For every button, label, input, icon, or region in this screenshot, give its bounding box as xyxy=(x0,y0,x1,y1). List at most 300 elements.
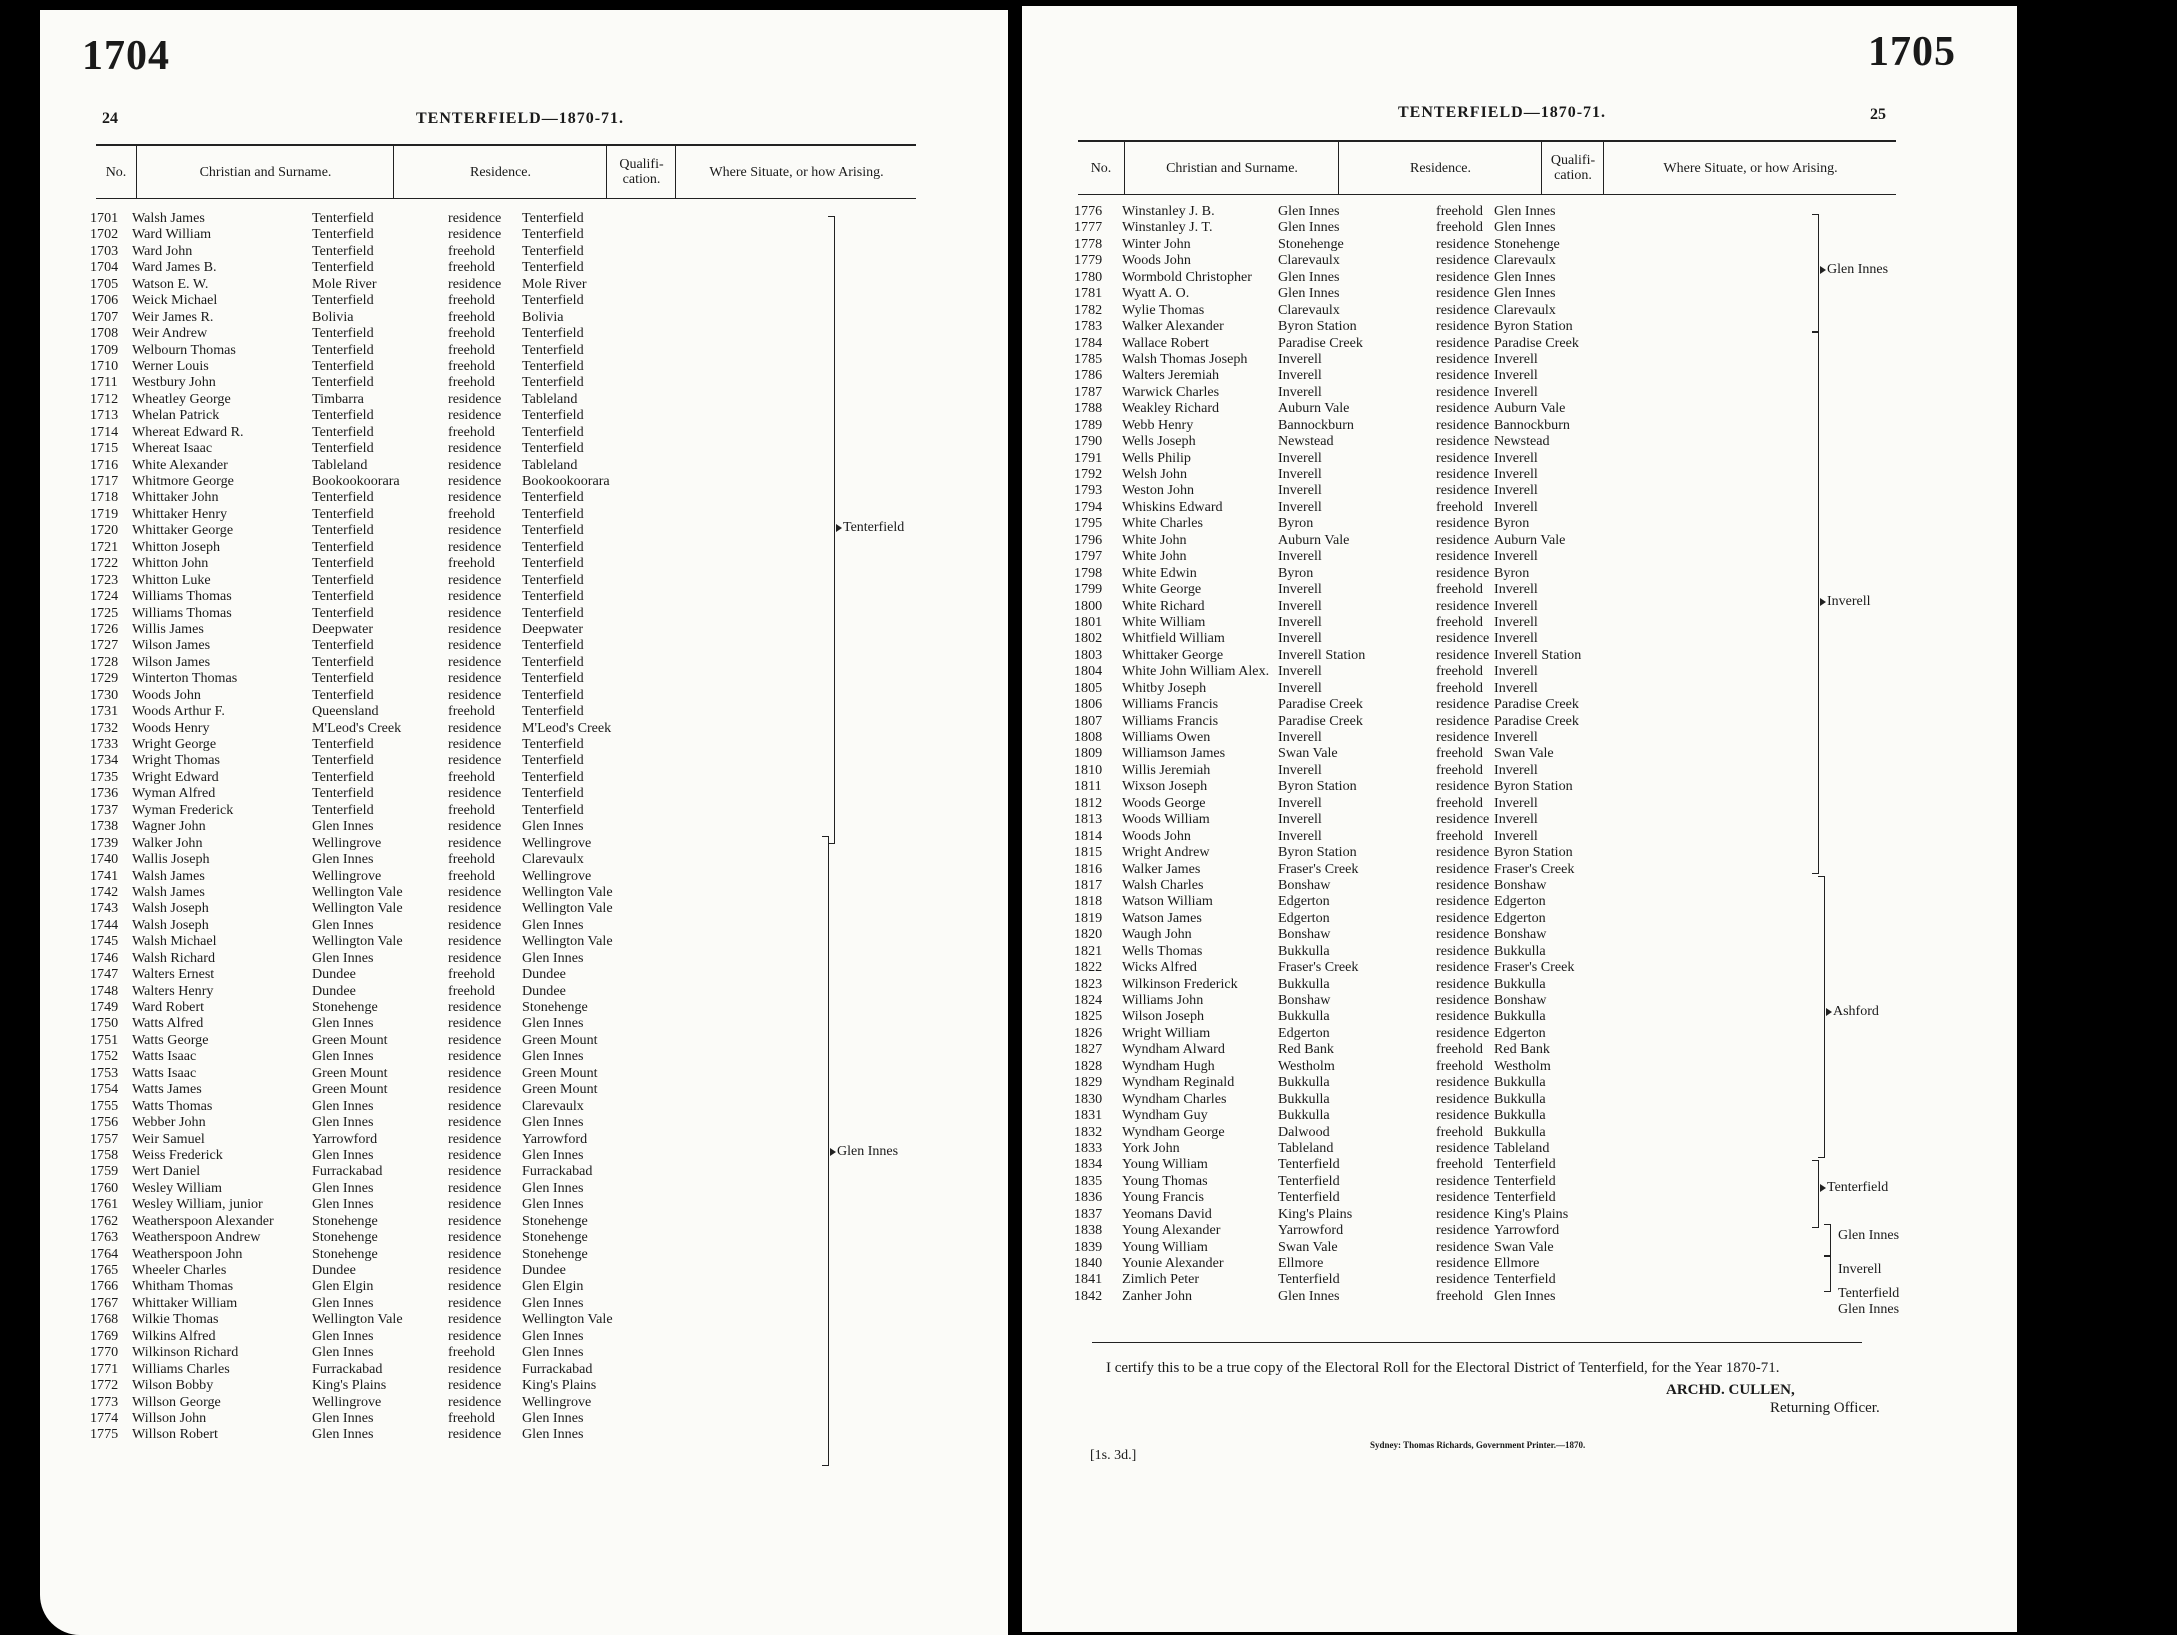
cell-name: York John xyxy=(1122,1139,1180,1156)
cell-situate: Tenterfield xyxy=(522,407,584,424)
cell-name: Young Francis xyxy=(1122,1189,1204,1206)
cell-name: Welbourn Thomas xyxy=(132,341,236,358)
left-page-stamp: 1704 xyxy=(82,33,170,79)
cell-residence: Inverell xyxy=(1278,482,1322,499)
cell-qualification: freehold xyxy=(448,308,495,325)
cell-situate: Tableland xyxy=(522,390,578,407)
signatory-name: ARCHD. CULLEN, xyxy=(1666,1382,1795,1398)
right-column-header xyxy=(1078,140,1896,195)
cell-name: Whittaker George xyxy=(132,522,234,539)
cell-residence: Inverell xyxy=(1278,367,1322,384)
right-running-head: TENTERFIELD—1870-71. xyxy=(1398,104,1607,121)
cell-residence: Yarrowford xyxy=(312,1130,378,1147)
cell-situate: Glen Innes xyxy=(1494,1287,1556,1304)
cell-situate: Fraser's Creek xyxy=(1494,860,1575,877)
cell-qualification: residence xyxy=(448,637,502,654)
cell-residence: M'Leod's Creek xyxy=(312,719,402,736)
cell-qualification: residence xyxy=(448,752,502,769)
cell-number: 1824 xyxy=(1074,992,1103,1008)
cell-qualification: residence xyxy=(448,489,502,506)
cell-name: Wyman Alfred xyxy=(132,785,216,802)
cell-residence: Tenterfield xyxy=(1278,1156,1340,1173)
cell-residence: Inverell xyxy=(1278,761,1322,778)
cell-qualification: residence xyxy=(448,1031,502,1048)
table-row xyxy=(90,1262,870,1278)
cell-residence: Bukkulla xyxy=(1278,1008,1330,1025)
cell-situate: Bookookoorara xyxy=(522,473,610,489)
cell-qualification: residence xyxy=(448,1245,502,1262)
cell-situate: Tenterfield xyxy=(522,588,584,605)
cell-number: 1737 xyxy=(90,801,119,818)
cell-qualification: residence xyxy=(1436,334,1490,351)
cell-residence: Tenterfield xyxy=(312,785,374,802)
cell-qualification: residence xyxy=(1436,1107,1490,1124)
table-row xyxy=(1074,844,1854,860)
cell-qualification: residence xyxy=(448,1294,502,1311)
cell-residence: Inverell Station xyxy=(1278,646,1366,663)
table-row xyxy=(1074,1206,1854,1222)
cell-residence: Glen Innes xyxy=(1278,268,1340,285)
cell-residence: Wellingrove xyxy=(312,867,382,884)
cell-residence: Glen Elgin xyxy=(312,1278,374,1295)
cell-situate: Clarevaulx xyxy=(522,1097,584,1114)
cell-situate: Tenterfield xyxy=(522,637,584,654)
cell-situate: Bukkulla xyxy=(1494,1090,1546,1107)
cell-name: Wesley William xyxy=(132,1179,223,1196)
table-row xyxy=(90,1377,870,1393)
cell-name: Wheatley George xyxy=(132,390,231,407)
cell-qualification: freehold xyxy=(448,325,495,342)
cell-name: Walsh Joseph xyxy=(132,900,209,917)
cell-number: 1797 xyxy=(1074,548,1103,565)
cell-name: Walsh James xyxy=(132,883,205,900)
cell-name: Watts James xyxy=(132,1081,202,1098)
cell-residence: King's Plains xyxy=(312,1377,387,1394)
cell-residence: Wellingrove xyxy=(312,1393,382,1410)
cell-name: Weick Michael xyxy=(132,292,218,309)
cell-qualification: residence xyxy=(1436,1172,1490,1189)
right-brace-tenterfield xyxy=(1812,1160,1819,1228)
cell-qualification: residence xyxy=(448,818,502,835)
table-row xyxy=(90,950,870,966)
table-row xyxy=(90,1147,870,1163)
right-group-glen-innes: Glen Innes xyxy=(1820,262,1888,278)
cell-qualification: freehold xyxy=(1436,581,1483,598)
table-row xyxy=(90,917,870,933)
cell-situate: Tenterfield xyxy=(522,736,584,752)
cell-qualification: residence xyxy=(1436,367,1490,384)
cell-qualification: residence xyxy=(448,588,502,605)
table-row xyxy=(90,440,870,456)
cell-number: 1778 xyxy=(1074,235,1103,252)
cell-number: 1706 xyxy=(90,292,119,309)
cell-qualification: freehold xyxy=(448,292,495,309)
table-row xyxy=(90,1213,870,1229)
cell-qualification: residence xyxy=(1436,992,1490,1008)
cell-name: Winstanley J. T. xyxy=(1122,219,1213,236)
cell-name: Woods George xyxy=(1122,794,1206,811)
cell-situate: Ellmore xyxy=(1494,1255,1540,1271)
cell-residence: Mole River xyxy=(312,275,377,292)
right-page-stamp: 1705 xyxy=(1868,29,1956,75)
left-group-glen-innes: Glen Innes xyxy=(830,1144,898,1160)
cell-number: 1792 xyxy=(1074,466,1103,482)
cell-situate: Bonshaw xyxy=(1494,876,1547,893)
right-page-number: 25 xyxy=(1870,106,1886,123)
cell-situate: Edgerton xyxy=(1494,893,1546,910)
table-row xyxy=(90,1163,870,1179)
cell-situate: Inverell xyxy=(1494,466,1538,482)
cell-residence: Auburn Vale xyxy=(1278,531,1350,548)
cell-number: 1760 xyxy=(90,1179,119,1196)
table-row xyxy=(90,1311,870,1327)
cell-situate: Tenterfield xyxy=(522,423,584,440)
cell-name: Whitfield William xyxy=(1122,630,1225,647)
cell-situate: Tenterfield xyxy=(522,226,584,243)
cell-qualification: freehold xyxy=(1436,1123,1483,1140)
cell-situate: Glen Innes xyxy=(522,1409,584,1426)
cell-number: 1781 xyxy=(1074,285,1103,302)
cell-situate: Westholm xyxy=(1494,1057,1551,1074)
table-row xyxy=(90,1114,870,1130)
cell-qualification: residence xyxy=(1436,350,1490,367)
cell-qualification: residence xyxy=(1436,433,1490,450)
cell-name: Wheeler Charles xyxy=(132,1262,227,1278)
cell-name: Wicks Alfred xyxy=(1122,959,1197,976)
cell-residence: Queensland xyxy=(312,703,379,720)
cell-number: 1741 xyxy=(90,867,119,884)
cell-number: 1711 xyxy=(90,374,118,391)
table-row xyxy=(1074,1189,1854,1205)
cell-number: 1822 xyxy=(1074,959,1103,976)
footer-rule xyxy=(1092,1342,1862,1343)
cell-qualification: residence xyxy=(1436,893,1490,910)
table-row xyxy=(90,210,870,226)
table-row xyxy=(90,522,870,538)
cell-residence: King's Plains xyxy=(1278,1205,1353,1222)
table-row xyxy=(1074,400,1854,416)
cell-name: Wallis Joseph xyxy=(132,851,210,868)
cell-situate: Red Bank xyxy=(1494,1041,1550,1058)
cell-residence: Tenterfield xyxy=(1278,1189,1340,1206)
cell-number: 1735 xyxy=(90,768,119,785)
cell-residence: Tenterfield xyxy=(312,686,374,703)
cell-number: 1751 xyxy=(90,1031,119,1048)
table-row xyxy=(1074,811,1854,827)
cell-number: 1755 xyxy=(90,1097,119,1114)
cell-residence: Tableland xyxy=(1278,1139,1334,1156)
right-group-tenterfield-2: Tenterfield xyxy=(1838,1286,1900,1301)
cell-qualification: residence xyxy=(1436,1139,1490,1156)
left-page-number: 24 xyxy=(102,110,118,127)
cell-residence: Westholm xyxy=(1278,1057,1335,1074)
table-row xyxy=(90,999,870,1015)
cell-name: Willson George xyxy=(132,1393,221,1410)
cell-name: Whittaker John xyxy=(132,489,219,506)
cell-number: 1714 xyxy=(90,423,119,440)
cell-number: 1713 xyxy=(90,407,119,424)
cell-name: Williams Owen xyxy=(1122,729,1211,745)
table-row xyxy=(90,555,870,571)
cell-residence: Newstead xyxy=(1278,433,1334,450)
cell-situate: Tenterfield xyxy=(522,522,584,539)
cell-name: Wells Philip xyxy=(1122,449,1191,466)
cell-qualification: residence xyxy=(448,275,502,292)
cell-situate: Tenterfield xyxy=(522,259,584,276)
cell-situate: Green Mount xyxy=(522,1064,598,1081)
cell-name: Wright Edward xyxy=(132,768,219,785)
cell-situate: Wellingrove xyxy=(522,1393,592,1410)
table-row xyxy=(1074,285,1854,301)
cell-qualification: residence xyxy=(1436,729,1490,745)
table-row xyxy=(1074,532,1854,548)
cell-residence: Swan Vale xyxy=(1278,1238,1338,1255)
left-brace-tenterfield xyxy=(828,216,835,844)
cell-residence: Furrackabad xyxy=(312,1163,383,1180)
cell-qualification: freehold xyxy=(1436,761,1483,778)
cell-qualification: residence xyxy=(1436,959,1490,976)
cell-situate: Bolivia xyxy=(522,308,564,325)
cell-situate: Glen Innes xyxy=(522,1179,584,1196)
cell-residence: Stonehenge xyxy=(312,999,378,1015)
cell-qualification: freehold xyxy=(1436,679,1483,696)
cell-number: 1810 xyxy=(1074,761,1103,778)
cell-situate: Furrackabad xyxy=(522,1163,593,1180)
table-row xyxy=(90,1410,870,1426)
cell-situate: Tenterfield xyxy=(522,703,584,720)
cell-name: Zimlich Peter xyxy=(1122,1271,1200,1288)
table-row xyxy=(90,983,870,999)
cell-situate: Tenterfield xyxy=(522,604,584,621)
cell-name: Waugh John xyxy=(1122,926,1192,943)
cell-residence: Bonshaw xyxy=(1278,926,1331,943)
table-row xyxy=(1074,926,1854,942)
cell-situate: Glen Elgin xyxy=(522,1278,584,1295)
table-row xyxy=(1074,335,1854,351)
table-row xyxy=(90,818,870,834)
cell-situate: Inverell xyxy=(1494,350,1538,367)
cell-name: Wert Daniel xyxy=(132,1163,201,1180)
cell-qualification: residence xyxy=(1436,466,1490,482)
table-row xyxy=(1074,976,1854,992)
cell-name: Wilkinson Frederick xyxy=(1122,975,1238,992)
cell-situate: Inverell xyxy=(1494,449,1538,466)
left-brace-glen-innes xyxy=(822,836,829,1466)
cell-situate: Paradise Creek xyxy=(1494,334,1579,351)
table-row xyxy=(90,309,870,325)
right-group-glen-innes-2: Glen Innes xyxy=(1838,1228,1900,1243)
cell-qualification: freehold xyxy=(448,1344,495,1361)
table-row xyxy=(1074,1271,1854,1287)
cell-number: 1709 xyxy=(90,341,119,358)
cell-qualification: residence xyxy=(448,226,502,243)
cell-qualification: residence xyxy=(1436,301,1490,318)
cell-residence: Auburn Vale xyxy=(1278,400,1350,417)
cell-name: Ward John xyxy=(132,242,193,259)
cell-situate: Tenterfield xyxy=(522,801,584,818)
table-row xyxy=(90,1180,870,1196)
cell-qualification: freehold xyxy=(448,966,495,983)
cell-name: Young Alexander xyxy=(1122,1222,1221,1239)
cell-name: Walters Jeremiah xyxy=(1122,367,1220,384)
table-row xyxy=(1074,910,1854,926)
cell-situate: Green Mount xyxy=(522,1031,598,1048)
cell-situate: Bukkulla xyxy=(1494,975,1546,992)
table-row xyxy=(1074,943,1854,959)
table-row xyxy=(1074,450,1854,466)
cell-number: 1789 xyxy=(1074,416,1103,433)
cell-number: 1796 xyxy=(1074,531,1103,548)
cell-name: Walters Henry xyxy=(132,982,214,999)
cell-number: 1744 xyxy=(90,916,119,933)
cell-situate: Paradise Creek xyxy=(1494,712,1579,729)
cell-qualification: residence xyxy=(1436,1238,1490,1255)
cell-residence: Tenterfield xyxy=(312,505,374,522)
table-row xyxy=(1074,795,1854,811)
cell-residence: Inverell xyxy=(1278,630,1322,647)
cell-qualification: residence xyxy=(448,1229,502,1246)
cell-name: Wells Thomas xyxy=(1122,942,1203,959)
cell-number: 1835 xyxy=(1074,1172,1103,1189)
cell-name: Weir Samuel xyxy=(132,1130,205,1147)
table-row xyxy=(1074,877,1854,893)
table-row xyxy=(1074,482,1854,498)
cell-situate: Tenterfield xyxy=(522,374,584,391)
right-page xyxy=(1022,6,2017,1632)
cell-qualification: freehold xyxy=(1436,1041,1483,1058)
table-row xyxy=(90,358,870,374)
cell-number: 1727 xyxy=(90,637,119,654)
cell-situate: Glen Innes xyxy=(522,916,584,933)
cell-situate: Glen Innes xyxy=(522,1196,584,1213)
table-row xyxy=(90,243,870,259)
printer-imprint: Sydney: Thomas Richards, Government Printer.—1870. xyxy=(1370,1440,1586,1450)
cell-number: 1720 xyxy=(90,522,119,539)
cell-residence: Glen Innes xyxy=(312,1294,374,1311)
cell-number: 1825 xyxy=(1074,1008,1103,1025)
cell-name: Walsh James xyxy=(132,867,205,884)
cell-residence: Edgerton xyxy=(1278,893,1330,910)
cell-qualification: residence xyxy=(1436,1024,1490,1041)
cell-situate: Inverell xyxy=(1494,367,1538,384)
table-row xyxy=(90,1098,870,1114)
cell-residence: Bukkulla xyxy=(1278,975,1330,992)
cell-residence: Byron Station xyxy=(1278,318,1357,335)
cell-residence: Tenterfield xyxy=(312,752,374,769)
col-residence: Residence. xyxy=(1338,142,1542,194)
cell-number: 1812 xyxy=(1074,794,1103,811)
cell-residence: Bukkulla xyxy=(1278,1107,1330,1124)
table-row xyxy=(90,1295,870,1311)
table-row xyxy=(90,785,870,801)
cell-situate: Inverell xyxy=(1494,482,1538,499)
left-running-head: TENTERFIELD—1870-71. xyxy=(416,110,625,127)
left-roll-table xyxy=(90,210,870,1443)
cell-name: Welsh John xyxy=(1122,466,1188,482)
cell-situate: Glen Innes xyxy=(522,1426,584,1443)
cell-number: 1827 xyxy=(1074,1041,1103,1058)
cell-number: 1799 xyxy=(1074,581,1103,598)
cell-situate: Inverell xyxy=(1494,581,1538,598)
cell-qualification: freehold xyxy=(448,357,495,374)
cell-qualification: freehold xyxy=(1436,1156,1483,1173)
cell-number: 1828 xyxy=(1074,1057,1103,1074)
cell-situate: Tableland xyxy=(522,456,578,473)
cell-qualification: residence xyxy=(1436,1189,1490,1206)
cell-name: White Charles xyxy=(1122,515,1204,532)
cell-number: 1759 xyxy=(90,1163,119,1180)
cell-number: 1771 xyxy=(90,1360,119,1377)
cell-number: 1743 xyxy=(90,900,119,917)
table-row xyxy=(90,1081,870,1097)
cell-qualification: residence xyxy=(448,1393,502,1410)
cell-qualification: residence xyxy=(448,686,502,703)
cell-situate: Furrackabad xyxy=(522,1360,593,1377)
cell-number: 1746 xyxy=(90,949,119,966)
cell-residence: Tenterfield xyxy=(312,538,374,555)
cell-situate: Bukkulla xyxy=(1494,1123,1546,1140)
cell-qualification: residence xyxy=(1436,926,1490,943)
cell-number: 1730 xyxy=(90,686,119,703)
cell-name: Wyndham Charles xyxy=(1122,1090,1227,1107)
cell-situate: Tenterfield xyxy=(522,292,584,309)
cell-residence: Tenterfield xyxy=(312,588,374,605)
cell-name: Warwick Charles xyxy=(1122,383,1220,400)
cell-qualification: residence xyxy=(1436,449,1490,466)
cell-number: 1766 xyxy=(90,1278,119,1295)
table-row xyxy=(90,539,870,555)
cell-name: Willson John xyxy=(132,1409,207,1426)
cell-qualification: residence xyxy=(1436,778,1490,795)
cell-residence: Paradise Creek xyxy=(1278,712,1363,729)
cell-number: 1731 xyxy=(90,703,119,720)
cell-residence: Furrackabad xyxy=(312,1360,383,1377)
cell-situate: Tenterfield xyxy=(1494,1189,1556,1206)
cell-situate: Tenterfield xyxy=(522,653,584,670)
cell-situate: Fraser's Creek xyxy=(1494,959,1575,976)
cell-residence: Dundee xyxy=(312,982,356,999)
cell-qualification: freehold xyxy=(448,768,495,785)
cell-residence: Glen Innes xyxy=(1278,203,1340,219)
cell-residence: Bonshaw xyxy=(1278,876,1331,893)
table-row xyxy=(90,489,870,505)
cell-number: 1729 xyxy=(90,670,119,687)
cell-number: 1715 xyxy=(90,440,119,457)
cell-residence: Bukkulla xyxy=(1278,1074,1330,1091)
cell-residence: Edgerton xyxy=(1278,1024,1330,1041)
cell-qualification: residence xyxy=(1436,646,1490,663)
table-row xyxy=(1074,466,1854,482)
cell-name: Weakley Richard xyxy=(1122,400,1220,417)
cell-name: Yeomans David xyxy=(1122,1205,1212,1222)
table-row xyxy=(90,868,870,884)
cell-qualification: residence xyxy=(448,999,502,1015)
cell-qualification: residence xyxy=(1436,383,1490,400)
cell-number: 1805 xyxy=(1074,679,1103,696)
cell-situate: Glen Innes xyxy=(522,818,584,835)
cell-name: Wright George xyxy=(132,736,217,752)
table-row xyxy=(1074,1107,1854,1123)
cell-situate: Glen Innes xyxy=(522,1327,584,1344)
cell-qualification: freehold xyxy=(448,423,495,440)
table-row xyxy=(1074,565,1854,581)
cell-situate: Dundee xyxy=(522,1262,566,1278)
cell-situate: Inverell Station xyxy=(1494,646,1582,663)
table-row xyxy=(90,851,870,867)
cell-name: Walsh Richard xyxy=(132,949,216,966)
cell-name: Weatherspoon John xyxy=(132,1245,243,1262)
table-row xyxy=(90,391,870,407)
